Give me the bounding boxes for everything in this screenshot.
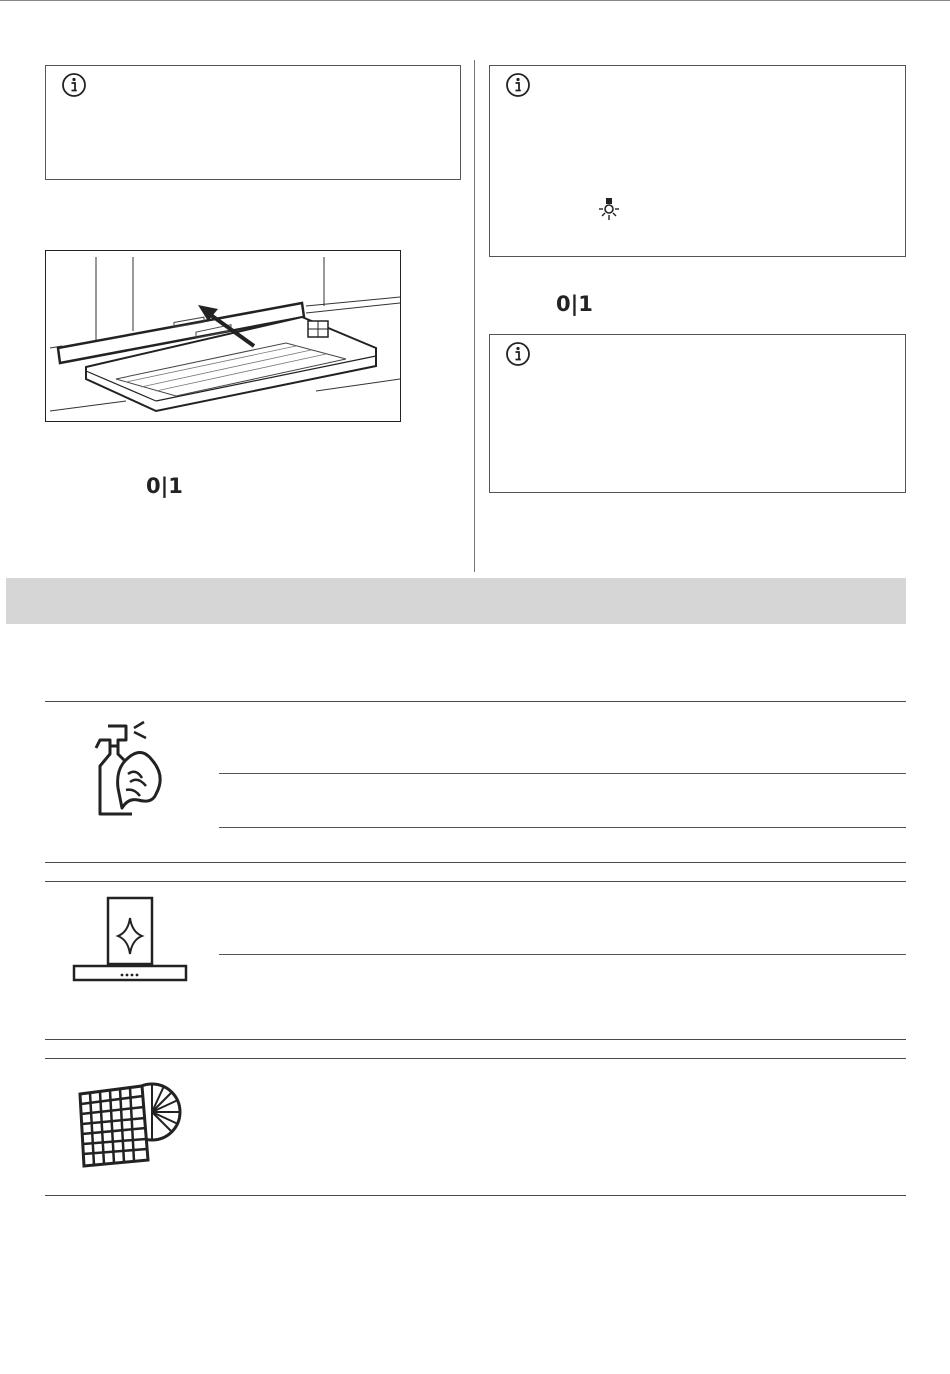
right-info-note-top [489,65,906,257]
hood-slide-out-illustration [45,250,401,422]
info-icon [61,72,87,98]
grease-charcoal-filter-icon [76,1072,188,1168]
column-divider [474,60,475,572]
spray-cloth-cleaning-icon [88,718,168,820]
left-info-note [45,65,461,180]
table-rule [45,881,906,882]
right-info-note-bottom [489,334,906,493]
page-top-rule [0,0,950,1]
table-rule [45,1058,906,1059]
table-rule [45,701,906,702]
table-rule [45,1195,906,1196]
info-icon [505,72,531,98]
table-subrule [219,773,906,774]
on-off-switch-symbol: 0|1 [146,474,183,498]
hood-sparkle-icon [72,896,188,984]
table-rule [45,862,906,863]
info-icon [505,341,531,367]
table-subrule [219,954,906,955]
on-off-switch-symbol: 0|1 [556,292,593,316]
section-heading-bar [6,578,906,624]
table-rule [45,1039,906,1040]
light-bulb-icon [597,196,621,224]
table-subrule [219,827,906,828]
